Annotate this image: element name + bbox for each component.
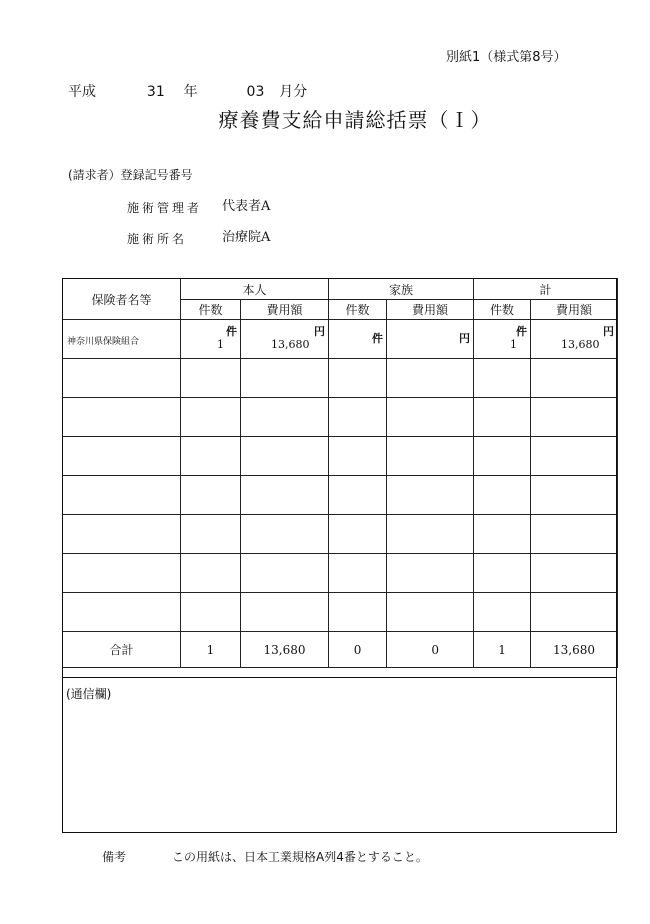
self-amount-header: 費用額 <box>241 300 329 320</box>
family-amount-header: 費用額 <box>387 300 474 320</box>
total-amount-header: 費用額 <box>531 300 618 320</box>
group-family-header: 家族 <box>329 279 474 300</box>
institution-label: 施術所名 <box>127 232 188 246</box>
total-self-count: 1 <box>181 632 241 668</box>
manager-label: 施術管理者 <box>127 201 203 215</box>
total-family-amount: 0 <box>387 632 474 668</box>
self-count-value: 1 <box>217 338 224 351</box>
period-year: 31 <box>146 84 165 100</box>
manager-value: 代表者A <box>222 199 271 214</box>
group-self-header: 本人 <box>181 279 329 300</box>
self-count-header: 件数 <box>181 300 241 320</box>
total-count-value: 1 <box>510 338 518 351</box>
group-total-header: 計 <box>474 279 618 300</box>
amount-unit: 円 <box>459 332 471 345</box>
period-month-unit: 月分 <box>279 84 308 100</box>
remarks-label: 備考 <box>102 850 127 864</box>
count-unit: 件 <box>516 325 528 338</box>
total-family-count: 0 <box>329 632 387 668</box>
period-month: 03 <box>246 84 265 100</box>
total-total-amount: 13,680 <box>531 632 618 668</box>
total-total-count: 1 <box>474 632 531 668</box>
era-name: 平成 <box>68 84 96 100</box>
amount-unit: 円 <box>603 325 615 338</box>
self-amount-value: 13,680 <box>271 338 310 351</box>
remarks-text: この用紙は、日本工業規格A列4番とすること。 <box>172 850 428 864</box>
form-title: 療養費支給申請総括票（Ｉ） <box>218 108 492 132</box>
amount-unit: 円 <box>314 325 326 338</box>
total-self-amount: 13,680 <box>241 632 329 668</box>
claimant-registration-label: (請求者）登録記号番号 <box>68 168 193 182</box>
insurer-header: 保険者名等 <box>63 279 181 320</box>
period-line <box>68 81 307 101</box>
form-title-wrap <box>0 104 650 133</box>
institution-value: 治療院A <box>222 230 271 245</box>
insurer-name: 神奈川県保険組合 <box>67 337 140 347</box>
count-unit: 件 <box>226 325 237 338</box>
total-count-header: 件数 <box>474 300 531 320</box>
communication-box <box>62 677 617 833</box>
period-year-unit: 年 <box>183 84 198 100</box>
communication-label: (通信欄) <box>66 687 112 701</box>
count-unit: 件 <box>372 332 384 345</box>
form-number: 別紙1（様式第8号） <box>446 50 567 65</box>
total-label: 合計 <box>63 632 181 668</box>
total-amount-value: 13,680 <box>561 338 600 351</box>
family-count-header: 件数 <box>329 300 387 320</box>
